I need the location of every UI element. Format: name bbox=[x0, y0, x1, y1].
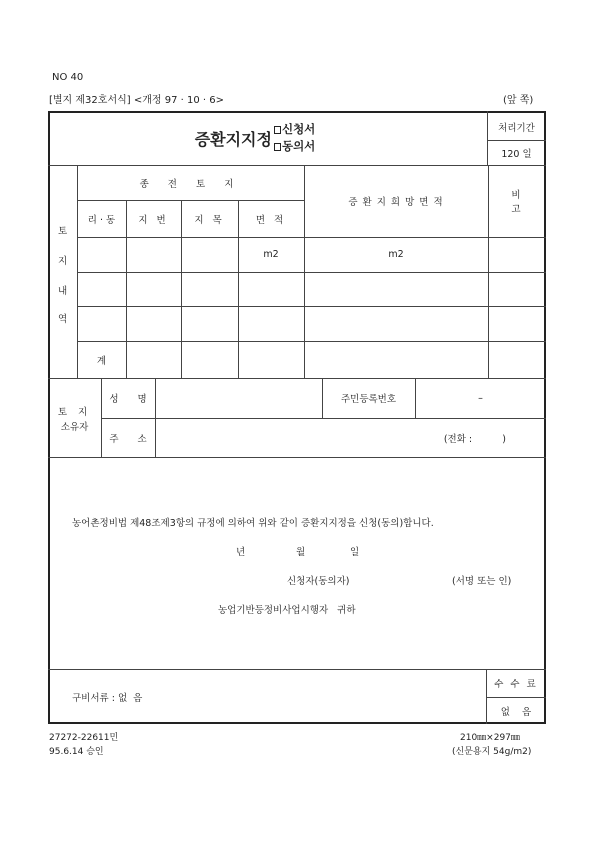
address-label: 주 소 bbox=[109, 433, 155, 445]
recipient-text: 농업기반등정비사업시행자 귀하 bbox=[218, 605, 356, 616]
col-lot-number: 지 번 bbox=[138, 214, 169, 226]
option-application[interactable]: 신청서 bbox=[274, 121, 315, 138]
owner-section-label: 토 지 소유자 bbox=[57, 407, 92, 433]
fee-value: 없 음 bbox=[500, 706, 532, 718]
form-reference: [별지 제32호서식] <개정 97 · 10 · 6> bbox=[49, 95, 224, 106]
processing-period-label: 처리기간 bbox=[498, 122, 535, 134]
form-code: 27272-22611민 bbox=[49, 733, 119, 743]
col-area: 면 적 bbox=[255, 214, 287, 226]
processing-period-value: 120 일 bbox=[501, 149, 532, 160]
approval-date: 95.6.14 승인 bbox=[49, 747, 104, 757]
prior-land-header: 종 전 토 지 bbox=[139, 178, 242, 190]
page-side: (앞 쪽) bbox=[503, 95, 534, 106]
registration-number-label: 주민등록번호 bbox=[340, 394, 397, 405]
registration-number-field[interactable]: – bbox=[478, 392, 483, 404]
address-field[interactable] bbox=[155, 418, 546, 457]
desired-area-header: 증 환 지 희 망 면 적 bbox=[348, 197, 444, 208]
paper-size: 210㎜×297㎜ bbox=[460, 733, 520, 743]
title-text: 증환지지정 bbox=[194, 129, 272, 149]
paper-type: (신문용지 54g/m2) bbox=[452, 747, 532, 757]
name-field[interactable] bbox=[155, 378, 322, 418]
applicant-label: 신청자(동의자) bbox=[287, 576, 350, 587]
form-number: NO 40 bbox=[52, 72, 84, 83]
application-statement: 농어촌정비법 제48조제3항의 규정에 의하여 위와 같이 증환지지정을 신청(동의)합니다. bbox=[72, 518, 434, 529]
phone-text: (전화 : ) bbox=[443, 433, 506, 445]
fee-label: 수 수 료 bbox=[494, 679, 538, 690]
date-day[interactable]: 일 bbox=[350, 547, 360, 558]
form-title bbox=[160, 118, 350, 158]
desired-area-unit: m2 bbox=[388, 249, 404, 260]
signature-field[interactable]: (서명 또는 인) bbox=[452, 576, 512, 587]
col-land-category: 지 목 bbox=[194, 214, 225, 226]
date-month[interactable]: 월 bbox=[296, 547, 306, 558]
land-section-label: 토 지 내 역 bbox=[58, 226, 68, 325]
total-label: 계 bbox=[96, 355, 107, 367]
area-unit: m2 bbox=[263, 249, 279, 260]
checkbox-icon[interactable] bbox=[274, 143, 281, 151]
required-documents: 구비서류 : 없 음 bbox=[72, 693, 143, 704]
checkbox-icon[interactable] bbox=[274, 126, 281, 134]
remarks-header: 비 고 bbox=[511, 190, 535, 215]
date-year[interactable]: 년 bbox=[236, 547, 246, 558]
option-consent[interactable]: 동의서 bbox=[274, 138, 315, 155]
col-ri-dong: 리 · 동 bbox=[87, 214, 116, 226]
name-label: 성 명 bbox=[109, 394, 155, 405]
